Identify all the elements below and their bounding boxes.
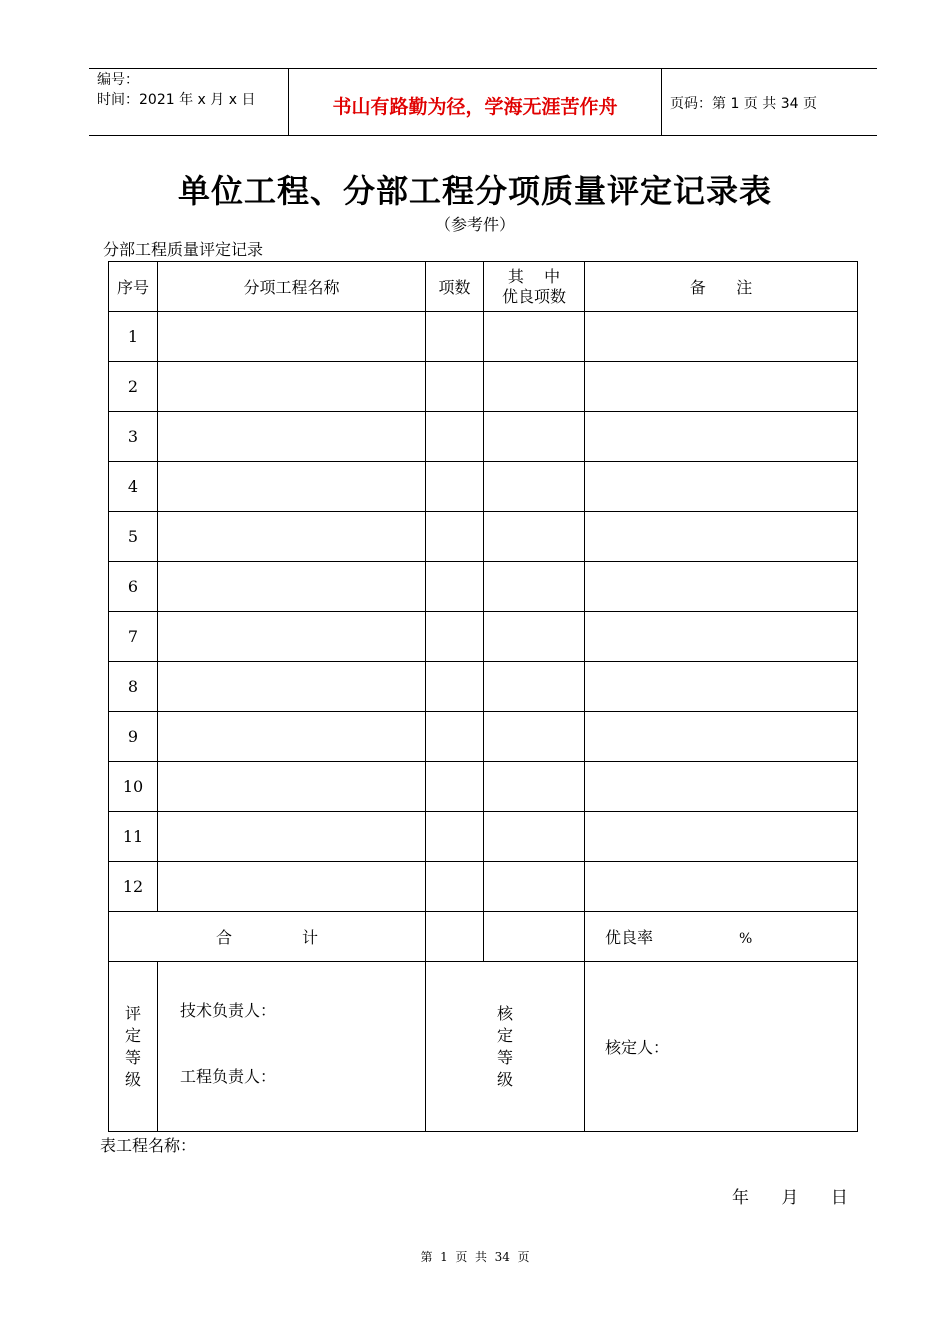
row-remarks[interactable]: [585, 812, 858, 862]
table-row: [109, 812, 858, 862]
row-item-name[interactable]: [158, 612, 426, 662]
row-remarks[interactable]: [585, 762, 858, 812]
row-excellent-count[interactable]: [484, 612, 585, 662]
row-item-name[interactable]: [158, 712, 426, 762]
row-count[interactable]: [426, 562, 484, 612]
total-excellent-cell[interactable]: [484, 912, 585, 962]
row-count[interactable]: [426, 812, 484, 862]
row-seq: 8: [109, 662, 158, 712]
eval-grade-char: 等: [124, 1047, 141, 1067]
eng-lead-label: 工程负责人：: [180, 1066, 277, 1086]
verifier-label: 核定人：: [605, 1038, 670, 1057]
row-remarks[interactable]: [585, 362, 858, 412]
total-row: [109, 912, 858, 962]
row-remarks[interactable]: [585, 712, 858, 762]
row-remarks[interactable]: [585, 862, 858, 912]
total-label-cell: [109, 912, 426, 962]
header-motto: 书山有路勤为径，学海无涯苦作舟: [332, 96, 618, 118]
row-seq: 3: [109, 412, 158, 462]
row-excellent-count[interactable]: [484, 412, 585, 462]
row-excellent-count[interactable]: [484, 712, 585, 762]
row-item-name[interactable]: [158, 762, 426, 812]
table-row: [109, 562, 858, 612]
verify-grade-char: 核: [496, 1003, 513, 1023]
row-item-name[interactable]: [158, 562, 426, 612]
row-remarks[interactable]: [585, 562, 858, 612]
header-excellent-line2: 优良项数: [501, 286, 566, 306]
table-row: [109, 862, 858, 912]
row-remarks[interactable]: [585, 662, 858, 712]
table-header-row: [109, 262, 858, 312]
eval-grade-char: 级: [124, 1069, 141, 1089]
row-item-name[interactable]: [158, 512, 426, 562]
header-page-info: 页码：第 1 页 共 34 页: [670, 96, 817, 112]
evaluation-table: [108, 261, 858, 1132]
table-row: [109, 662, 858, 712]
verify-grade-char: 定: [496, 1025, 513, 1045]
eval-signatures-cell[interactable]: [158, 962, 426, 1132]
header-divider-1: [288, 69, 289, 136]
row-count[interactable]: [426, 762, 484, 812]
verify-grade-cell: [426, 962, 585, 1132]
row-seq: 1: [109, 312, 158, 362]
total-label-1: 合: [215, 928, 232, 947]
row-count[interactable]: [426, 512, 484, 562]
row-excellent-count[interactable]: [484, 512, 585, 562]
verify-grade-char: 等: [496, 1047, 513, 1067]
row-remarks[interactable]: [585, 312, 858, 362]
row-excellent-count[interactable]: [484, 462, 585, 512]
table-body: [109, 312, 858, 912]
verifier-cell[interactable]: [585, 962, 858, 1132]
page-title: 单位工程、分部工程分项质量评定记录表: [177, 172, 772, 210]
project-name-label: 表工程名称：: [100, 1136, 197, 1155]
header-bottom-line: [89, 135, 877, 136]
table-row: [109, 712, 858, 762]
row-item-name[interactable]: [158, 362, 426, 412]
row-item-name[interactable]: [158, 312, 426, 362]
row-remarks[interactable]: [585, 412, 858, 462]
table-row: [109, 762, 858, 812]
row-item-name[interactable]: [158, 412, 426, 462]
row-count[interactable]: [426, 462, 484, 512]
row-count[interactable]: [426, 712, 484, 762]
row-seq: 11: [109, 812, 158, 862]
date-line: 年 月 日: [732, 1188, 848, 1208]
row-seq: 9: [109, 712, 158, 762]
header-excellent-line1: 其 中: [507, 266, 561, 286]
header-divider-2: [661, 69, 662, 136]
verify-grade-char: 级: [496, 1069, 513, 1089]
header-seq: 序号: [109, 262, 158, 312]
row-excellent-count[interactable]: [484, 662, 585, 712]
row-excellent-count[interactable]: [484, 562, 585, 612]
excellent-rate-cell[interactable]: [585, 912, 858, 962]
table-row: [109, 612, 858, 662]
row-count[interactable]: [426, 862, 484, 912]
row-remarks[interactable]: [585, 512, 858, 562]
total-label-2: 计: [302, 928, 319, 947]
table-row: [109, 362, 858, 412]
header-top-line: [89, 68, 877, 69]
header-item-name: 分项工程名称: [158, 262, 426, 312]
row-item-name[interactable]: [158, 662, 426, 712]
row-excellent-count[interactable]: [484, 762, 585, 812]
row-remarks[interactable]: [585, 462, 858, 512]
row-seq: 12: [109, 862, 158, 912]
tech-lead-label: 技术负责人：: [180, 1000, 277, 1020]
row-seq: 6: [109, 562, 158, 612]
row-item-name[interactable]: [158, 462, 426, 512]
row-excellent-count[interactable]: [484, 862, 585, 912]
header-number: 编号：: [97, 72, 139, 88]
eval-grade-char: 定: [124, 1025, 141, 1045]
row-seq: 10: [109, 762, 158, 812]
excellent-rate-label: 优良率: [605, 928, 654, 947]
row-seq: 5: [109, 512, 158, 562]
row-seq: 7: [109, 612, 158, 662]
header-count: 项数: [426, 262, 484, 312]
table-row: [109, 512, 858, 562]
row-item-name[interactable]: [158, 812, 426, 862]
eval-grade-char: 评: [124, 1003, 141, 1023]
table-row: [109, 412, 858, 462]
header-remarks: 备 注: [585, 262, 858, 312]
row-remarks[interactable]: [585, 612, 858, 662]
row-count[interactable]: [426, 312, 484, 362]
table-caption: 分部工程质量评定记录: [103, 240, 264, 259]
row-count[interactable]: [426, 612, 484, 662]
row-seq: 4: [109, 462, 158, 512]
header-time: 时间：2021 年 x 月 x 日: [97, 92, 256, 108]
page-subtitle: （参考件）: [434, 215, 515, 234]
row-count[interactable]: [426, 662, 484, 712]
header-excellent-count: [484, 262, 585, 312]
row-count[interactable]: [426, 362, 484, 412]
table-row: [109, 312, 858, 362]
percent-sign: %: [739, 931, 753, 947]
row-count[interactable]: [426, 412, 484, 462]
row-excellent-count[interactable]: [484, 362, 585, 412]
row-excellent-count[interactable]: [484, 312, 585, 362]
eval-grade-cell: [109, 962, 158, 1132]
row-seq: 2: [109, 362, 158, 412]
page-number: 第 1 页 共 34 页: [420, 1250, 530, 1264]
evaluation-row: [109, 962, 858, 1132]
row-item-name[interactable]: [158, 862, 426, 912]
total-count-cell[interactable]: [426, 912, 484, 962]
table-row: [109, 462, 858, 512]
row-excellent-count[interactable]: [484, 812, 585, 862]
